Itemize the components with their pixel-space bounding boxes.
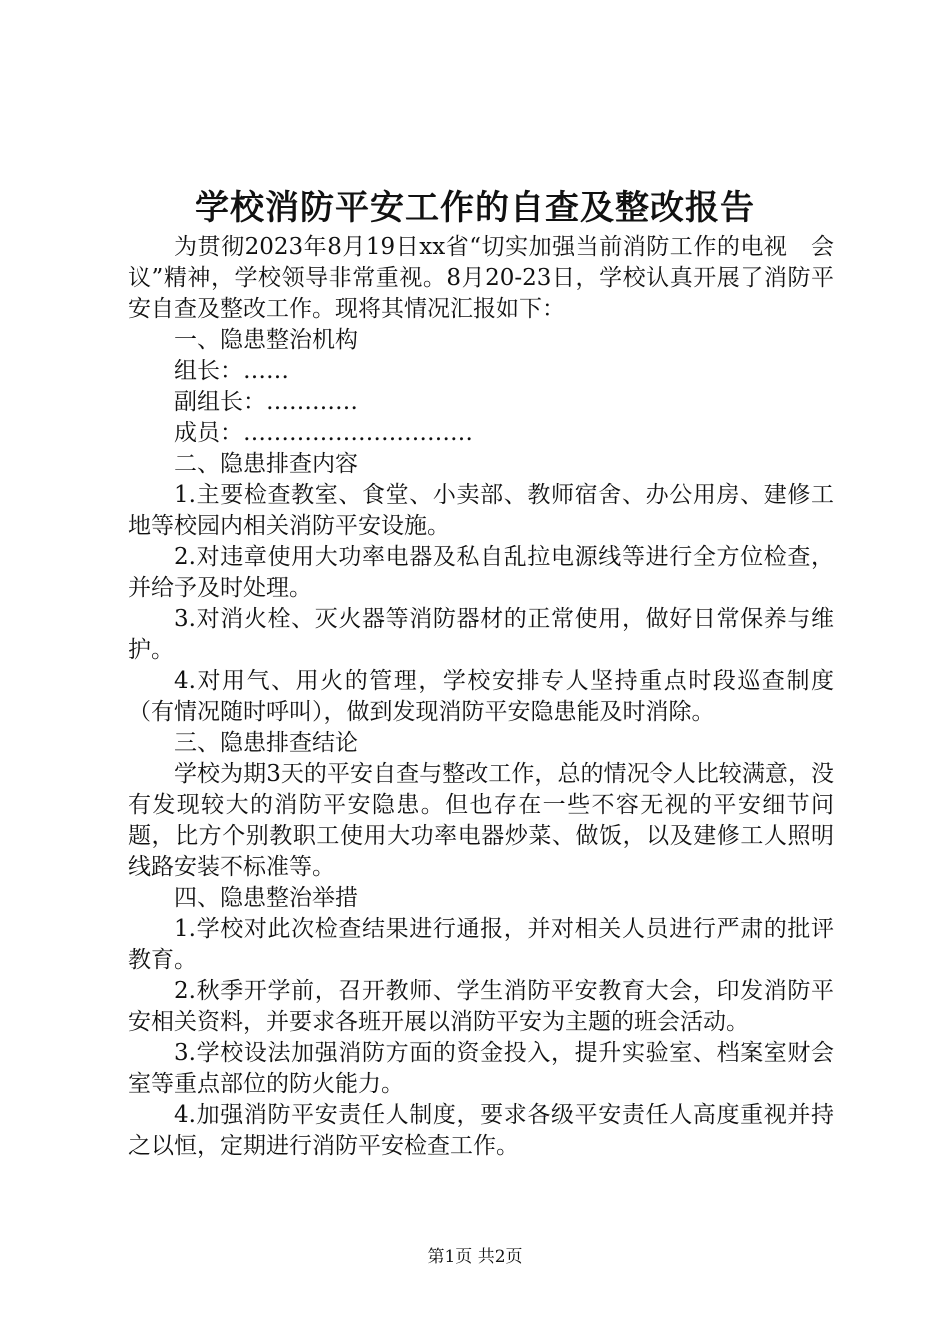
body-paragraph: 2.对违章使用大功率电器及私自乱拉电源线等进行全方位检查，并给予及时处理。 <box>128 544 834 601</box>
body-paragraph: 1.学校对此次检查结果进行通报，并对相关人员进行严肃的批评教育。 <box>128 916 834 973</box>
body-paragraph: 4.加强消防平安责任人制度，要求各级平安责任人高度重视并持之以恒，定期进行消防平安检查工作。 <box>128 1102 834 1159</box>
list-item: 成员：………………………… <box>174 420 473 446</box>
body-paragraph: 4.对用气、用火的管理，学校安排专人坚持重点时段巡查制度（有情况随时呼叫），做到发现消防平安隐患能及时消除。 <box>128 668 834 725</box>
section-heading: 四、隐患整治举措 <box>174 885 358 911</box>
section-heading: 二、隐患排查内容 <box>174 451 358 477</box>
list-item: 组长：…… <box>174 358 289 384</box>
body-paragraph: 2.秋季开学前，召开教师、学生消防平安教育大会，印发消防平安相关资料，并要求各班开展以消防平安为主题的班会活动。 <box>128 978 834 1035</box>
body-paragraph: 学校为期3天的平安自查与整改工作，总的情况令人比较满意，没有发现较大的消防平安隐患。但也存在一些不容无视的平安细节问题，比方个别教职工使用大功率电器炒菜、做饭，以及建修工人照明线路安装不标准等。 <box>128 761 834 880</box>
body-paragraph: 1.主要检查教室、食堂、小卖部、教师宿舍、办公用房、建修工地等校园内相关消防平安设施。 <box>128 482 834 539</box>
intro-paragraph: 为贯彻2023年8月19日xx省“切实加强当前消防工作的电视 会议”精神，学校领导非常重视。8月20-23日，学校认真开展了消防平安自查及整改工作。现将其情况汇报如下： <box>128 234 834 322</box>
list-item: 副组长：………… <box>174 389 358 415</box>
body-paragraph: 3.学校设法加强消防方面的资金投入，提升实验室、档案室财会室等重点部位的防火能力。 <box>128 1040 834 1097</box>
page-number: 第1页 共2页 <box>427 1247 523 1267</box>
document-title: 学校消防平安工作的自查及整改报告 <box>195 188 755 228</box>
body-paragraph: 3.对消火栓、灭火器等消防器材的正常使用，做好日常保养与维护。 <box>128 606 834 663</box>
document-body <box>128 232 834 1162</box>
section-heading: 一、隐患整治机构 <box>174 327 358 353</box>
section-heading: 三、隐患排查结论 <box>174 730 358 756</box>
